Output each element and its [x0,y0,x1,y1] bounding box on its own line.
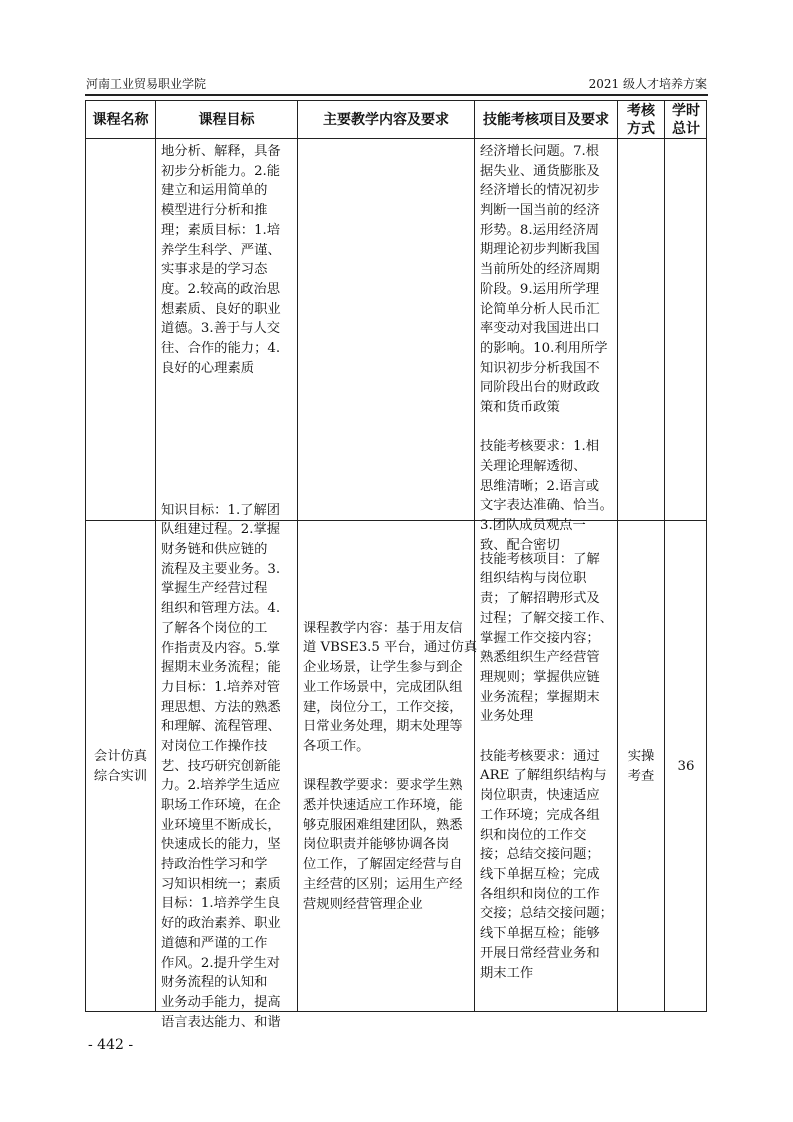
cell-text-line: 知识目标：1.了解团 [161,502,281,518]
cell-text-line: 作指责及内容。5.掌 [161,640,281,656]
cell-text-line: 各项工作。 [303,738,370,754]
column-header-method [617,100,664,138]
cell-text-line: 当前所处的经济周期 [480,262,600,278]
cell-text-line: 36 [677,758,695,774]
column-header-course-name [85,100,155,138]
cell-text-line: 工作环境；完成各组 [480,807,600,823]
cell-text-line: ARE 了解组织结构与 [480,768,607,784]
cell-text-line: 想素质、良好的职业 [161,301,281,317]
cell-text-line: 综合实训 [93,768,148,784]
cell-text-line: 队组建过程。2.掌握 [161,522,281,538]
cell-text-line: 熟悉组织生产经营管 [480,650,600,666]
cell-text-line: 养学生科学、严谨、 [161,242,281,258]
cell-text-line: 财务流程的认知和 [161,975,268,991]
cell-text-line [480,727,612,747]
table-cell-objectives [155,502,297,1030]
cell-text-line: 习知识相统一；素质 [161,876,281,892]
table-cell-objectives [155,138,297,520]
cell-text-line: 交接；总结交接问题； [480,906,613,922]
column-header-content [297,100,474,138]
cell-text-line: 阶段。9.运用所学理 [480,281,600,297]
cell-text-line: 各组织和岗位的工作 [480,886,600,902]
cell-text-line: 建，岗位分工，工作交接， [303,699,463,715]
cell-text-line: 快速成长的能力，坚 [161,837,281,853]
cell-text-line: 理；素质目标：1.培 [161,222,281,238]
cell-text-line: 位工作，了解固定经营与自 [303,857,463,873]
cell-text-line: 线下单据互检；完成 [480,867,600,882]
cell-text-line: 岗位职责并能够协调各岗 [303,837,450,853]
table-cell-method [617,520,664,1012]
table-cell-course-name [85,138,155,520]
cell-text-line: 思维清晰；2.语言或 [480,478,600,494]
cell-text-line: 致、配合密切 [480,537,560,553]
cell-text-line: 技能考核项目：了解 [480,551,600,567]
cell-text-line: 考查 [627,768,655,784]
cell-text-line: 良好的心理素质 [161,360,255,376]
column-header-text: 课程目标 [198,111,255,128]
cell-text-line: 营规则经营管理企业 [303,896,423,912]
cell-text-line: 日常业务处理，期末处理等 [303,719,463,735]
header-plan-title: 2021 级人才培养方案 [588,77,707,91]
cell-text-line: 的影响。10.利用所学 [480,340,608,356]
cell-text-line: 掌握生产经营过程 [161,581,268,597]
cell-text-line: 率变动对我国进出口 [480,321,600,337]
cell-text-line: 线下单据互检；能够 [480,926,600,942]
cell-text-line: 道德。3.善于与人交 [161,321,281,337]
cell-text-line: 建立和运用简单的 [161,183,268,199]
cell-text-line: 课程教学要求：要求学生熟 [303,778,463,794]
cell-text-line [303,757,469,777]
cell-text-line: 业务处理 [480,709,534,725]
cell-text-line: 持政治性学习和学 [161,857,268,873]
cell-text-line: 地分析、解释，具备 [161,144,281,159]
cell-text-line: 职场工作环境，在企 [161,798,281,814]
cell-text-line: 流程及主要业务。3. [161,561,281,577]
table-cell-course-name [85,520,155,1012]
cell-text-line: 作风。2.提升学生对 [161,955,281,971]
cell-text-line: 技能考核要求：1.相 [480,439,600,455]
cell-text-line: 往、合作的能力；4. [161,341,281,357]
cell-text-line: 了解各个岗位的工 [161,620,268,636]
cell-text-line: 艺、技巧研究创新能 [161,758,281,774]
cell-text-line: 组织结构与岗位职 [480,571,587,587]
cell-text-line: 同阶段出台的财政政 [480,380,600,396]
cell-text-line: 力目标：1.培养对管 [161,679,281,695]
table-cell-hours [664,520,707,1012]
cell-text-line: 主经营的区别；运用生产经 [303,876,463,892]
table-cell-method [617,138,664,520]
cell-text-line: 织和岗位的工作交 [480,827,587,843]
cell-text-line: 道 VBSE3.5 平台，通过仿真 [303,640,478,656]
cell-text-line: 判断一国当前的经济 [480,203,600,219]
column-header-text: 技能考核项目及要求 [483,111,609,128]
table-cell-hours [664,138,707,520]
cell-text-line: 握期末业务流程；能 [161,660,281,676]
cell-text-line: 策和货币政策 [480,399,560,415]
column-header-objectives [155,100,297,138]
cell-text-line: 技能考核要求：通过 [480,748,600,764]
cell-text-line: 目标：1.培养学生良 [161,896,281,912]
cell-text-line: 论简单分析人民币汇 [480,301,600,317]
page-number: - 442 - [88,1037,134,1053]
column-header-hours [664,100,707,138]
cell-text-line: 知识初步分析我国不 [480,360,600,376]
cell-text-line: 理规则；掌握供应链 [480,669,600,685]
cell-text-line: 过程；了解交接工作、 [480,610,613,626]
column-header-text: 学时 [672,102,700,119]
cell-text-line: 业务动手能力，提高 [161,994,281,1010]
cell-text-line: 业工作场景中，完成团队组 [303,679,463,695]
cell-text-line: 岗位职责，快速适应 [480,788,600,804]
column-header-text: 主要教学内容及要求 [323,111,449,128]
cell-text-line: 接；总结交接问题； [480,847,600,863]
column-header-text: 方式 [627,120,655,137]
cell-text-line: 期末工作 [480,965,534,981]
cell-text-line: 业务流程；掌握期末 [480,689,600,705]
table-cell-content [297,520,478,1012]
cell-text-line: 对岗位工作操作技 [161,738,268,754]
table-cell-skills [474,138,617,553]
cell-text-line: 3.团队成员观点一 [480,518,586,534]
table-cell-skills [474,520,617,1012]
column-header-skills [474,100,617,138]
header-school: 河南工业贸易职业学院 [86,77,207,91]
cell-text-line: 经济增长的情况初步 [480,183,600,199]
cell-text-line: 好的政治素养、职业 [161,916,281,932]
cell-text-line: 实事求是的学习态 [161,262,268,278]
cell-text-line: 关理论理解透彻、 [480,459,587,474]
cell-text-line: 组织和管理方法。4. [161,601,281,617]
cell-text-line: 会计仿真 [93,748,148,764]
cell-text-line: 期理论初步判断我国 [480,242,600,258]
cell-text-line: 据失业、通货膨胀及 [480,163,600,179]
cell-text-line: 度。2.较高的政治思 [161,281,281,297]
cell-text-line: 业环境里不断成长， [161,817,281,833]
cell-text-line: 文字表达准确、恰当。 [480,498,613,514]
cell-text-line: 课程教学内容：基于用友信 [303,620,463,636]
cell-text-line: 开展日常经营业务和 [480,945,600,961]
cell-text-line: 形势。8.运用经济周 [480,222,600,238]
cell-text-line: 力。2.培养学生适应 [161,778,281,794]
header-divider [85,94,708,96]
cell-text-line: 悉并快速适应工作环境，能 [303,798,463,814]
cell-text-line: 责；了解招聘形式及 [480,591,600,607]
cell-text-line: 经济增长问题。7.根 [480,144,600,159]
cell-text-line: 道德和严谨的工作 [161,935,268,951]
cell-text-line: 语言表达能力、和谐 [161,1014,281,1030]
cell-text-line: 财务链和供应链的 [161,542,268,558]
cell-text-line: 和理解、流程管理、 [161,719,281,735]
cell-text-line [480,418,612,438]
cell-text-line: 理思想、方法的熟悉 [161,699,281,715]
table-cell-content [297,138,474,520]
cell-text-line: 掌握工作交接内容； [480,630,600,646]
cell-text-line: 够克服困难组建团队，熟悉 [303,817,463,833]
cell-text-line: 初步分析能力。2.能 [161,163,281,179]
cell-text-line: 实操 [627,748,655,764]
column-header-text: 总计 [672,120,700,137]
column-header-text: 课程名称 [92,111,149,128]
cell-text-line: 企业场景，让学生参与到企 [303,660,463,676]
cell-text-line: 模型进行分析和推 [161,203,268,219]
column-header-text: 考核 [627,102,655,119]
